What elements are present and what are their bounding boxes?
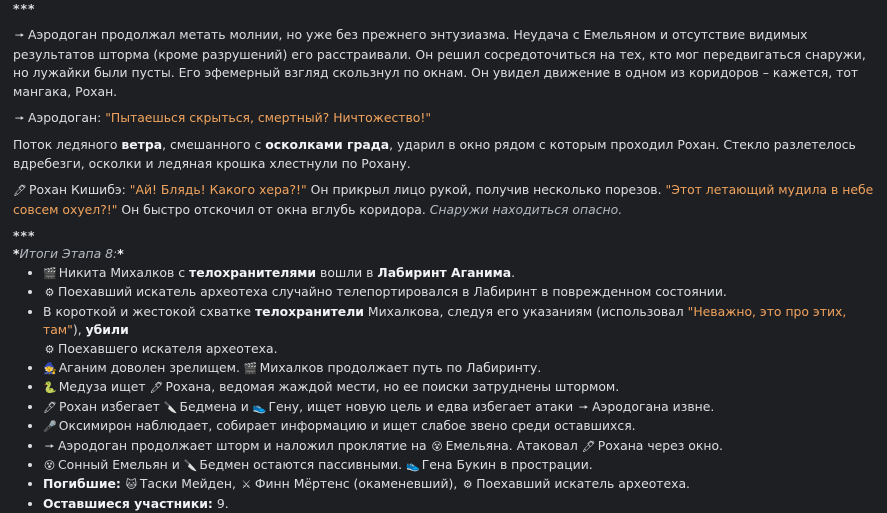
- list-item: • 😵 Сонный Емельян и 🔪 Бедмен остаются пассивными. 👟 Гена Букин в прострации.: [43, 456, 879, 475]
- arrow-icon: 🠖: [14, 112, 25, 126]
- list-item: • 🠖 Аэродоган продолжает шторм и наложил проклятие на 😵 Емельяна. Атаковал 🖊 Рохана через окно.: [43, 437, 879, 456]
- paragraph-aerodogan-storm: 🠖 Аэродоган продолжал метать молнии, но уже без прежнего энтузиазма. Неудача с Емельяном и отсутствие видимых результатов шторма (кроме разрушений) его расстраивали. Он решил сосредоточиться на тех, кто мог передвигаться снаружи, но лужайки были пусты. Его эфемерный взгляд скользнул по окнам. Он увидел движение в одном из коридоров – кажется, тот мангака, Рохан.: [13, 27, 866, 99]
- list-item: • 🧙 Аганим доволен зрелищем. 🎬 Михалков продолжает путь по Лабиринту.: [43, 359, 879, 378]
- sneaker-icon: 👟: [252, 400, 267, 414]
- pen-icon: 🖊: [43, 400, 57, 414]
- paragraph-rohan-reaction: 🖊 Рохан Кишибэ: "Ай! Блядь! Какого хера?!" Он прикрыл лицо рукой, получив несколько порезов. "Этот летающий мудила в небе совсем охуел?!" Он быстро отскочил от окна вглубь коридора. Снаружи находиться опасно.: [13, 182, 874, 217]
- list-item: • Оставшиеся участники: 9.: [43, 495, 879, 513]
- pen-icon: 🖊: [13, 184, 27, 198]
- separator: ***: [13, 228, 36, 244]
- arrow-icon: 🠖: [578, 400, 589, 414]
- gear-icon: ⚙: [44, 286, 55, 300]
- knife-icon: 🔪: [163, 400, 178, 414]
- list-item: • Погибшие: 🐱 Таски Мейден, ⚔ Финн Мёртенс (окаменевший), ⚙ Поехавший искатель археотеха.: [43, 475, 879, 494]
- dizzy-face-icon: 😵: [43, 458, 56, 472]
- list-item: • 🐍 Медуза ищет 🖊 Рохана, ведомая жаждой мести, но ее поиски затруднены штормом.: [43, 378, 879, 397]
- list-item: • 🎬 Никита Михалков с телохранителями вошли в Лабиринт Аганима.: [43, 264, 879, 283]
- gear-icon: ⚙: [44, 342, 55, 356]
- arrow-icon: 🠖: [14, 29, 25, 43]
- list-item: • 🖊 Рохан избегает 🔪 Бедмена и 👟 Гену, ищет новую цель и едва избегает атаки 🠖 Аэродогана извне.: [43, 398, 879, 417]
- list-item: • В короткой и жестокой схватке телохранители Михалкова, следуя его указаниям (использовал "Неважно, это про этих, там"), убили ⚙ Поехавшего искателя археотеха.: [43, 303, 879, 359]
- microphone-icon: 🎤: [43, 420, 57, 434]
- knife-icon: 🔪: [183, 458, 198, 472]
- pen-icon: 🖊: [149, 381, 164, 395]
- clapperboard-icon: 🎬: [243, 361, 258, 375]
- gear-icon: ⚙: [462, 478, 473, 492]
- list-item: • ⚙ Поехавший искатель археотеха случайно телепортировался в Лабиринт в поврежденном состоянии.: [43, 283, 879, 302]
- paragraph-aerodogan-quote: 🠖 Аэродоган: "Пытаешься скрыться, смертный? Ничтожество!": [13, 109, 879, 128]
- crossed-swords-icon: ⚔: [241, 478, 252, 492]
- sneaker-icon: 👟: [406, 458, 420, 472]
- pen-icon: 🖊: [581, 439, 596, 453]
- cat-icon: 🐱: [125, 478, 138, 492]
- dizzy-face-icon: 😵: [431, 439, 443, 453]
- arrow-icon: 🠖: [44, 439, 55, 453]
- mage-icon: 🧙: [43, 361, 57, 375]
- clapperboard-icon: 🎬: [43, 266, 57, 280]
- paragraph-window-attack: Поток ледяного ветра, смешанного с осколками града, ударил в окно рядом с которым проходил Рохан. Стекло разлетелось вдребезги, осколки и ледяная крошка хлестнули по Рохану.: [13, 137, 856, 171]
- snake-icon: 🐍: [43, 381, 57, 395]
- summary-title: *Итоги Этапа 8:*: [13, 246, 124, 262]
- list-item: • 🎤 Оксимирон наблюдает, собирает информацию и ищет слабое звено среди оставшихся.: [43, 417, 879, 436]
- separator: ***: [13, 1, 36, 16]
